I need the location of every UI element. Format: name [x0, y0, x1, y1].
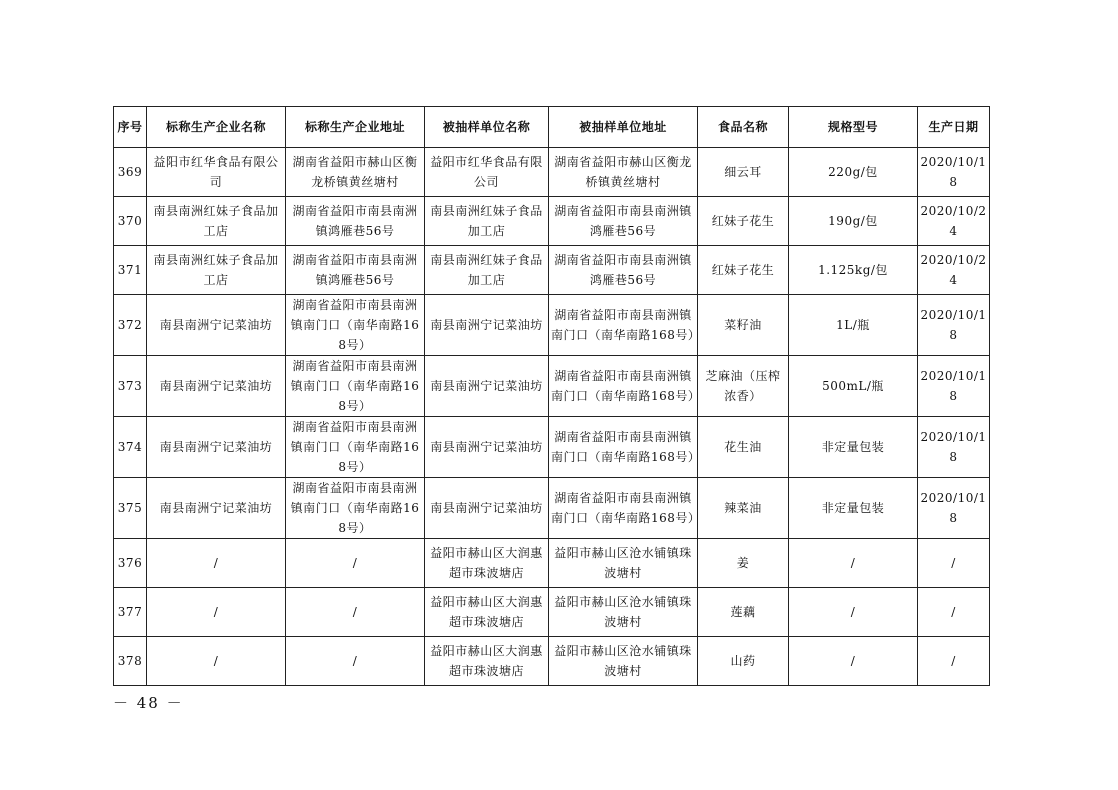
specification-cell: 500mL/瓶: [789, 356, 918, 417]
manufacturer-address-cell: /: [286, 588, 425, 637]
production-date-cell: 2020/10/24: [918, 246, 990, 295]
sampled-unit-address-cell: 湖南省益阳市南县南洲镇鸿雁巷56号: [549, 246, 698, 295]
manufacturer-name-cell: 南县南洲红妹子食品加工店: [147, 246, 286, 295]
sampled-unit-address-cell: 益阳市赫山区沧水铺镇珠波塘村: [549, 637, 698, 686]
header-no: 序号: [114, 107, 147, 148]
production-date-cell: 2020/10/18: [918, 356, 990, 417]
specification-cell: 190g/包: [789, 197, 918, 246]
table-row: [114, 197, 990, 246]
food-name-cell: 菜籽油: [698, 295, 789, 356]
food-name-cell: 花生油: [698, 417, 789, 478]
sampled-unit-name-cell: 益阳市赫山区大润惠超市珠波塘店: [425, 588, 549, 637]
manufacturer-address-cell: 湖南省益阳市南县南洲镇南门口（南华南路168号）: [286, 356, 425, 417]
row-number: 375: [114, 478, 147, 539]
manufacturer-name-cell: 南县南洲宁记菜油坊: [147, 478, 286, 539]
specification-cell: 非定量包装: [789, 478, 918, 539]
manufacturer-address-cell: 湖南省益阳市南县南洲镇鸿雁巷56号: [286, 197, 425, 246]
manufacturer-address-cell: /: [286, 637, 425, 686]
manufacturer-name-cell: 南县南洲红妹子食品加工店: [147, 197, 286, 246]
specification-cell: 1.125kg/包: [789, 246, 918, 295]
sampled-unit-name-cell: 南县南洲红妹子食品加工店: [425, 246, 549, 295]
sampled-unit-address-cell: 益阳市赫山区沧水铺镇珠波塘村: [549, 539, 698, 588]
production-date-cell: /: [918, 539, 990, 588]
manufacturer-address-cell: 湖南省益阳市南县南洲镇南门口（南华南路168号）: [286, 417, 425, 478]
food-name-cell: 红妹子花生: [698, 197, 789, 246]
specification-cell: /: [789, 539, 918, 588]
sampled-unit-name-cell: 南县南洲宁记菜油坊: [425, 417, 549, 478]
sampled-unit-address-cell: 湖南省益阳市南县南洲镇南门口（南华南路168号）: [549, 295, 698, 356]
header-manufacturer-name: 标称生产企业名称: [147, 107, 286, 148]
food-name-cell: 姜: [698, 539, 789, 588]
sampled-unit-name-cell: 南县南洲宁记菜油坊: [425, 478, 549, 539]
production-date-cell: /: [918, 588, 990, 637]
production-date-cell: 2020/10/18: [918, 417, 990, 478]
table-row: [114, 539, 990, 588]
table-row: [114, 148, 990, 197]
table-row: [114, 246, 990, 295]
sampled-unit-address-cell: 湖南省益阳市南县南洲镇南门口（南华南路168号）: [549, 478, 698, 539]
manufacturer-address-cell: 湖南省益阳市南县南洲镇南门口（南华南路168号）: [286, 295, 425, 356]
sampled-unit-name-cell: 益阳市赫山区大润惠超市珠波塘店: [425, 637, 549, 686]
table-row: [114, 588, 990, 637]
food-name-cell: 细云耳: [698, 148, 789, 197]
production-date-cell: 2020/10/18: [918, 148, 990, 197]
row-number: 371: [114, 246, 147, 295]
sampling-results-table: [113, 106, 990, 686]
food-name-cell: 莲藕: [698, 588, 789, 637]
sampled-unit-address-cell: 湖南省益阳市南县南洲镇鸿雁巷56号: [549, 197, 698, 246]
header-specification: 规格型号: [789, 107, 918, 148]
production-date-cell: 2020/10/18: [918, 295, 990, 356]
page-number: － 48 －: [113, 694, 184, 712]
row-number: 374: [114, 417, 147, 478]
row-number: 370: [114, 197, 147, 246]
sampled-unit-name-cell: 南县南洲宁记菜油坊: [425, 356, 549, 417]
table-row: [114, 295, 990, 356]
sampled-unit-address-cell: 湖南省益阳市南县南洲镇南门口（南华南路168号）: [549, 417, 698, 478]
food-name-cell: 山药: [698, 637, 789, 686]
sampled-unit-name-cell: 南县南洲红妹子食品加工店: [425, 197, 549, 246]
manufacturer-address-cell: 湖南省益阳市赫山区衡龙桥镇黄丝塘村: [286, 148, 425, 197]
sampled-unit-address-cell: 湖南省益阳市赫山区衡龙桥镇黄丝塘村: [549, 148, 698, 197]
manufacturer-address-cell: 湖南省益阳市南县南洲镇鸿雁巷56号: [286, 246, 425, 295]
sampled-unit-name-cell: 南县南洲宁记菜油坊: [425, 295, 549, 356]
sampled-unit-address-cell: 益阳市赫山区沧水铺镇珠波塘村: [549, 588, 698, 637]
food-name-cell: 辣菜油: [698, 478, 789, 539]
row-number: 378: [114, 637, 147, 686]
header-food-name: 食品名称: [698, 107, 789, 148]
manufacturer-name-cell: 益阳市红华食品有限公司: [147, 148, 286, 197]
production-date-cell: 2020/10/18: [918, 478, 990, 539]
table-row: [114, 478, 990, 539]
specification-cell: /: [789, 637, 918, 686]
header-production-date: 生产日期: [918, 107, 990, 148]
header-sampled-unit-address: 被抽样单位地址: [549, 107, 698, 148]
manufacturer-address-cell: /: [286, 539, 425, 588]
manufacturer-name-cell: /: [147, 637, 286, 686]
specification-cell: 220g/包: [789, 148, 918, 197]
manufacturer-address-cell: 湖南省益阳市南县南洲镇南门口（南华南路168号）: [286, 478, 425, 539]
sampled-unit-name-cell: 益阳市红华食品有限公司: [425, 148, 549, 197]
row-number: 376: [114, 539, 147, 588]
food-name-cell: 芝麻油（压榨浓香）: [698, 356, 789, 417]
sampled-unit-address-cell: 湖南省益阳市南县南洲镇南门口（南华南路168号）: [549, 356, 698, 417]
row-number: 372: [114, 295, 147, 356]
specification-cell: /: [789, 588, 918, 637]
table-row: [114, 637, 990, 686]
manufacturer-name-cell: 南县南洲宁记菜油坊: [147, 356, 286, 417]
row-number: 377: [114, 588, 147, 637]
production-date-cell: 2020/10/24: [918, 197, 990, 246]
manufacturer-name-cell: /: [147, 539, 286, 588]
food-name-cell: 红妹子花生: [698, 246, 789, 295]
row-number: 369: [114, 148, 147, 197]
specification-cell: 1L/瓶: [789, 295, 918, 356]
manufacturer-name-cell: 南县南洲宁记菜油坊: [147, 295, 286, 356]
specification-cell: 非定量包装: [789, 417, 918, 478]
table-row: [114, 417, 990, 478]
row-number: 373: [114, 356, 147, 417]
header-sampled-unit-name: 被抽样单位名称: [425, 107, 549, 148]
sampled-unit-name-cell: 益阳市赫山区大润惠超市珠波塘店: [425, 539, 549, 588]
manufacturer-name-cell: 南县南洲宁记菜油坊: [147, 417, 286, 478]
table-row: [114, 356, 990, 417]
manufacturer-name-cell: /: [147, 588, 286, 637]
header-manufacturer-address: 标称生产企业地址: [286, 107, 425, 148]
header-row: [114, 107, 990, 148]
production-date-cell: /: [918, 637, 990, 686]
